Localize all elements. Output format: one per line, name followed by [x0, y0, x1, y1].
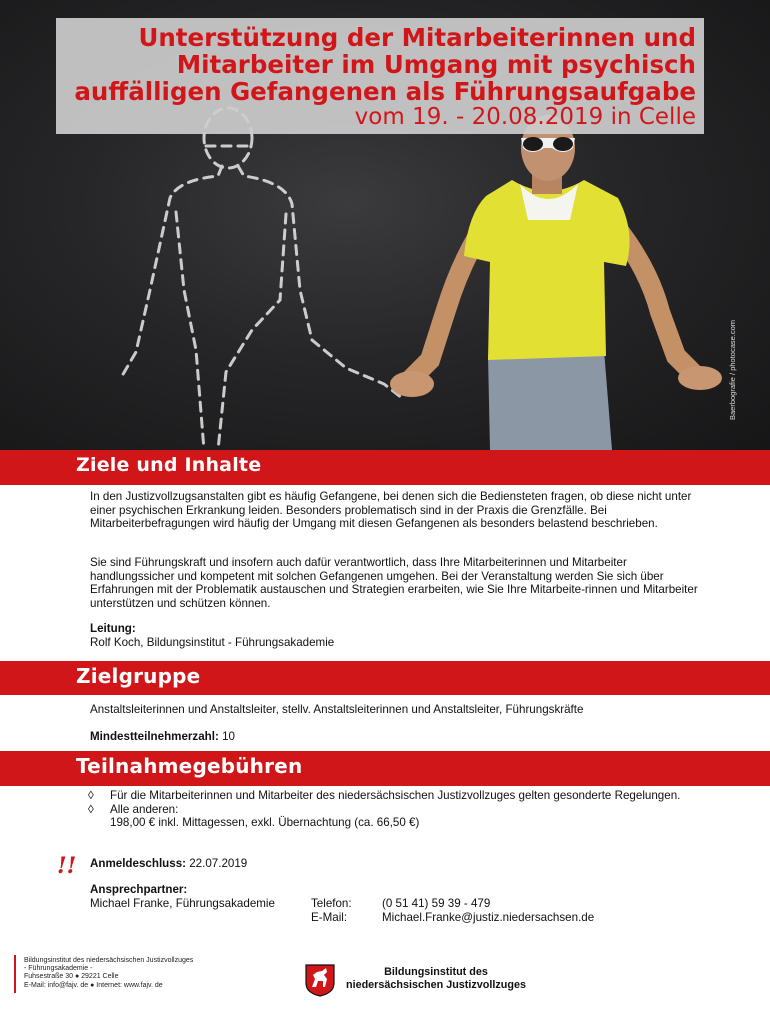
logo-text: Bildungsinstitut des niedersächsischen Justizvollzuges: [345, 966, 526, 991]
email-link[interactable]: Michael.Franke@justiz.niedersachsen.de: [382, 910, 595, 924]
page-title: Unterstützung der Mitarbeiterinnen und Mitarbeiter im Umgang mit psychisch auffälligen Gefangenen als Führungsaufgabe: [74, 23, 696, 106]
photo-credit: Baerbografie / photocase.com: [728, 319, 737, 420]
registration-deadline: [90, 857, 710, 871]
fee-item-price: 198,00 € inkl. Mittagessen, exkl. Übernachtung (ca. 66,50 €): [110, 816, 420, 830]
footer-address: Bildungsinstitut des niedersächsischen Justizvollzuges - Führungsakademie - Fuhsestraße 30 ● 29221 Celle E-Mail: info@fajv. de ● Internet: www.fajv. de: [24, 957, 194, 989]
section-title: Zielgruppe: [76, 664, 201, 688]
lead-info: [90, 622, 710, 649]
fee-item-label: Alle anderen:: [110, 802, 179, 816]
deadline-value: 22.07.2019: [189, 857, 248, 870]
event-date-location: vom 19. - 20.08.2019 in Celle: [354, 104, 696, 130]
lead-label: Leitung:: [90, 622, 136, 635]
man-in-yellow-shirt: [390, 115, 722, 450]
list-item: [90, 803, 710, 830]
contact-name: Michael Franke, Führungsakademie: [90, 897, 275, 910]
phone-label: Telefon:: [311, 897, 352, 910]
institute-logo-text: [341, 966, 531, 992]
section-header-goals: [0, 450, 770, 485]
goals-paragraph-2: Sie sind Führungskraft und insofern auch dafür verantwortlich, dass Ihre Mitarbeiterinnen und Mitarbeiter handlungssicher und kompetent mit solchen Gefangenen umgehen. Bei der Veranstaltung werden Sie sich über Erfahrungen mit der Problematik austauschen und Strategien erarbeiten, wie Sie Ihre Mitarbeite-rinnen und Mitarbeiter unterstützen und schützen können.: [90, 556, 698, 610]
diamond-bullet-icon: ◊: [88, 789, 94, 802]
email-label: E-Mail:: [311, 910, 348, 924]
audience-text: Anstaltsleiterinnen und Anstaltsleiter, stellv. Anstaltsleiterinnen und Anstaltsleiter, Führungskräfte: [90, 703, 584, 716]
hero-photo: [0, 0, 770, 450]
fee-list: [90, 789, 710, 830]
lead-value: Rolf Koch, Bildungsinstitut - Führungsakademie: [90, 635, 335, 649]
chalk-outline-figure: [122, 108, 402, 450]
fee-item-text: Für die Mitarbeiterinnen und Mitarbeiter des niedersächsischen Justizvollzuges gelten gesonderte Regelungen.: [110, 789, 681, 802]
min-participants: [90, 730, 710, 744]
footer-divider: [14, 955, 16, 993]
section-title: Ziele und Inhalte: [76, 454, 262, 476]
min-participants-label: Mindestteilnehmerzahl:: [90, 730, 219, 743]
contact-label: Ansprechpartner:: [90, 883, 188, 896]
section-header-audience: [0, 661, 770, 695]
lower-saxony-horse-logo-icon: [303, 963, 337, 997]
phone-value: (0 51 41) 59 39 - 479: [382, 897, 491, 910]
diamond-bullet-icon: ◊: [88, 802, 94, 816]
goals-paragraph-1: In den Justizvollzugsanstalten gibt es häufig Gefangene, bei denen sich die Bediensteten fragen, ob diese nicht unter einer psychischen Erkrankung leiden. Besonders problematisch sind in der Praxis die Grenzfälle. Bei Mitarbeiterbefragungen wird häufig der Umgang mit diesen Gefangenen als besonders belastend beschrieben.: [90, 490, 692, 531]
list-item: [90, 789, 710, 803]
deadline-label: Anmeldeschluss:: [90, 857, 186, 870]
section-header-fees: [0, 751, 770, 786]
section-title: Teilnahmegebühren: [76, 754, 303, 778]
exclamation-icon: !!: [57, 853, 77, 879]
title-box: [56, 18, 704, 134]
min-participants-value: 10: [222, 730, 235, 743]
